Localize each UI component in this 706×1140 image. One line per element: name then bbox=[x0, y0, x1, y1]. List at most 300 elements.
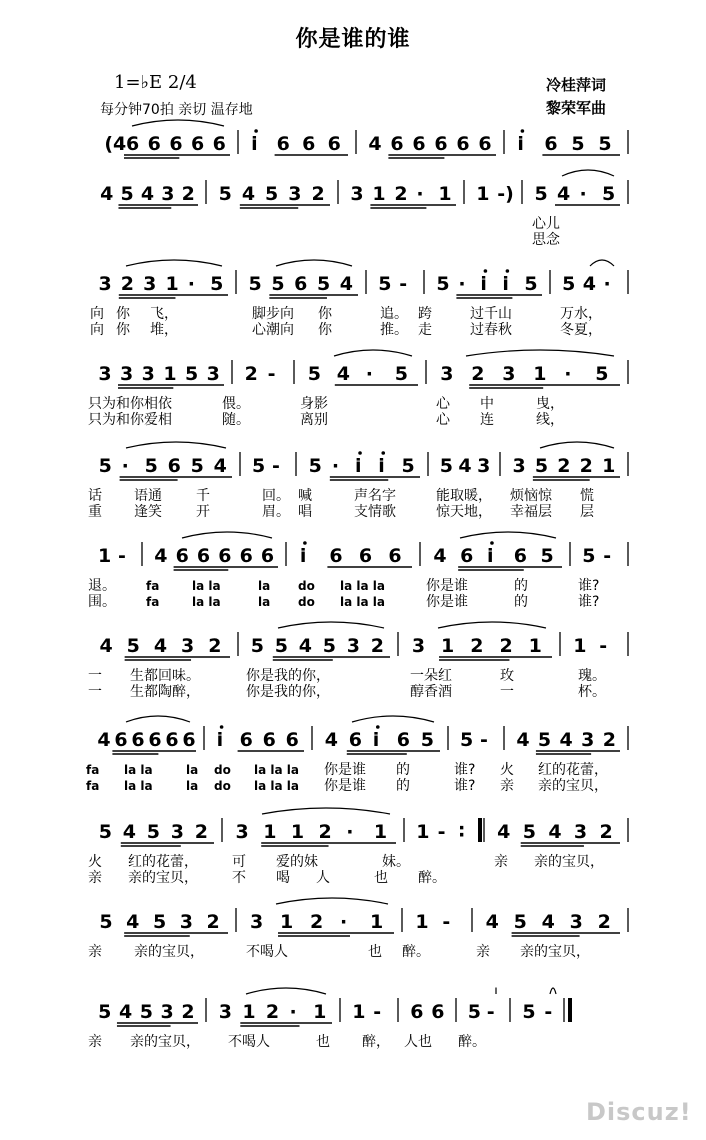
lyric-syllable: 火 bbox=[500, 762, 514, 778]
lyric-syllable: 眉。 bbox=[262, 504, 290, 520]
composer-credit: 黎荣军曲 bbox=[546, 99, 607, 117]
augmentation-dot: · bbox=[187, 273, 196, 295]
score-system bbox=[100, 170, 628, 248]
note: (4 bbox=[104, 133, 127, 155]
lyric-syllable: 你是谁 bbox=[324, 778, 366, 794]
note: 5 bbox=[98, 1001, 112, 1023]
note: 5 bbox=[98, 821, 113, 843]
note: 2 bbox=[265, 1001, 280, 1023]
slur bbox=[126, 716, 190, 722]
score-system bbox=[88, 988, 570, 1050]
score-system bbox=[88, 350, 628, 428]
slur bbox=[334, 350, 412, 356]
note: 4 bbox=[126, 911, 140, 933]
lyric-syllable: 也 bbox=[316, 1034, 330, 1050]
lyric-syllable: 冬夏， bbox=[560, 322, 602, 338]
lyric-syllable: 亲的宝贝， bbox=[128, 870, 198, 886]
note: 2 bbox=[194, 821, 209, 843]
lyric-syllable: 醉。 bbox=[402, 944, 430, 960]
lyric-syllable: 逢笑 bbox=[134, 504, 162, 520]
score-system bbox=[90, 260, 628, 338]
augmentation-dot: · bbox=[603, 273, 611, 295]
lyric-syllable: 醉， bbox=[362, 1034, 390, 1050]
octave-dot bbox=[220, 725, 224, 729]
note: i bbox=[355, 455, 362, 477]
lyric-syllable: 的 bbox=[514, 578, 528, 594]
note: 5 bbox=[524, 273, 538, 295]
note: 3 bbox=[98, 363, 112, 385]
lyric-syllable: 追。 bbox=[380, 306, 408, 322]
lyric-syllable: 慌 bbox=[580, 488, 594, 504]
slur bbox=[246, 988, 326, 994]
score-system bbox=[86, 716, 628, 794]
lyric-syllable: 开 bbox=[196, 504, 210, 520]
lyric-syllable: 一 bbox=[500, 684, 514, 700]
note: 3 bbox=[573, 821, 588, 843]
slur bbox=[262, 808, 390, 814]
note: 6 bbox=[147, 133, 161, 155]
octave-dot bbox=[303, 541, 307, 545]
lyric-syllable: 也 bbox=[368, 944, 382, 960]
note: 5 bbox=[513, 911, 527, 933]
lyric-syllable: 亲的宝贝， bbox=[534, 854, 604, 870]
note: 5 bbox=[467, 1001, 482, 1023]
note: 4 bbox=[582, 273, 597, 295]
note: 6 bbox=[239, 729, 253, 751]
note: 6 bbox=[456, 133, 470, 155]
note: 5 bbox=[210, 273, 224, 295]
octave-dot bbox=[376, 725, 380, 729]
lyric-syllable: la bbox=[258, 579, 271, 593]
note: 5 bbox=[248, 273, 262, 295]
note: 2 bbox=[318, 821, 332, 843]
note: 6 bbox=[478, 133, 492, 155]
lyric-syllable: do bbox=[298, 595, 315, 609]
dash-note: - bbox=[437, 821, 446, 843]
note: 1 bbox=[373, 821, 388, 843]
lyric-syllable: 可 bbox=[232, 854, 246, 870]
dash-note: - bbox=[399, 273, 408, 295]
note: 3 bbox=[206, 363, 220, 385]
note: 6 bbox=[182, 729, 196, 751]
note: 5 bbox=[420, 729, 435, 751]
note: 6 bbox=[358, 545, 373, 567]
lyric-syllable: 亲的宝贝， bbox=[520, 944, 590, 960]
note: 4 bbox=[241, 183, 256, 205]
note: 2 bbox=[310, 911, 324, 933]
note: 5 bbox=[540, 545, 554, 567]
score-system bbox=[88, 442, 628, 520]
note: 1 bbox=[476, 183, 490, 205]
lyric-syllable: 你是谁 bbox=[426, 594, 468, 610]
lyric-syllable: 生都陶醉， bbox=[130, 684, 200, 700]
lyric-syllable: 身影 bbox=[300, 396, 328, 412]
lyric-syllable: 支情歌 bbox=[354, 504, 396, 520]
lyric-syllable: 烦恼惊 bbox=[510, 488, 552, 504]
octave-dot bbox=[254, 129, 258, 133]
note: 5 bbox=[522, 1001, 536, 1023]
note: 6 bbox=[218, 545, 232, 567]
note: 5 bbox=[218, 183, 232, 205]
slur bbox=[466, 350, 614, 356]
lyric-syllable: 线， bbox=[536, 412, 564, 428]
note: 5 bbox=[322, 635, 337, 657]
note: 5 bbox=[307, 363, 322, 385]
lyric-syllable: 亲 bbox=[88, 944, 102, 960]
note: 5 bbox=[146, 821, 161, 843]
note: 5 bbox=[139, 1001, 153, 1023]
note: 2 bbox=[597, 911, 611, 933]
note: 6 bbox=[262, 729, 276, 751]
lyric-syllable: 醉。 bbox=[458, 1034, 486, 1050]
slur bbox=[352, 716, 434, 722]
lyric-syllable: 你是谁 bbox=[426, 578, 468, 594]
score-system bbox=[88, 532, 628, 610]
lyric-syllable: 千 bbox=[196, 488, 210, 504]
note: 2 bbox=[120, 273, 135, 295]
note: 4 bbox=[541, 911, 555, 933]
lyric-syllable: fa bbox=[86, 779, 100, 793]
note: 5 bbox=[378, 273, 392, 295]
lyric-syllable: 亲 bbox=[88, 870, 102, 886]
note: 2 bbox=[181, 1001, 195, 1023]
lyric-syllable: 推。 bbox=[380, 322, 408, 338]
lyric-syllable: 走 bbox=[418, 322, 432, 338]
note: 2 bbox=[579, 455, 593, 477]
note: 3 bbox=[288, 183, 302, 205]
score-system bbox=[88, 898, 628, 960]
lyric-syllable: la bbox=[186, 779, 199, 793]
slur bbox=[540, 442, 614, 448]
note: 4 bbox=[516, 729, 530, 751]
note: 2 bbox=[599, 821, 613, 843]
augmentation-dot: · bbox=[121, 455, 129, 477]
lyric-syllable: 随。 bbox=[222, 412, 250, 428]
note: 5 bbox=[308, 455, 322, 477]
note: 1 bbox=[263, 821, 277, 843]
octave-dot bbox=[490, 541, 494, 545]
lyric-syllable: 亲的宝贝， bbox=[538, 778, 608, 794]
note: 5 bbox=[190, 455, 204, 477]
lyric-syllable: 瑰。 bbox=[578, 668, 606, 684]
note: 2 bbox=[394, 183, 408, 205]
lyric-syllable: 能取暖， bbox=[436, 488, 492, 504]
lyric-syllable: 你 bbox=[116, 322, 130, 338]
lyric-syllable: 只为和你相依 bbox=[88, 396, 172, 412]
note: 3 bbox=[141, 363, 155, 385]
note: 6 bbox=[175, 545, 189, 567]
note: 6 bbox=[396, 729, 411, 751]
lyric-syllable: fa bbox=[86, 763, 100, 777]
note: 5 bbox=[598, 133, 612, 155]
augmentation-dot: · bbox=[564, 363, 572, 385]
note: 1 bbox=[438, 183, 452, 205]
lyric-syllable: 偎。 bbox=[222, 396, 250, 412]
slur bbox=[278, 622, 384, 628]
note: 5 bbox=[126, 635, 140, 657]
note: 5 bbox=[602, 183, 616, 205]
dash-note: - bbox=[118, 545, 126, 567]
note: 4 bbox=[298, 635, 313, 657]
lyric-syllable: 你 bbox=[318, 306, 332, 322]
lyric-syllable: 不喝人 bbox=[228, 1034, 270, 1050]
lyric-syllable: 爱的妹 bbox=[276, 854, 318, 870]
note: 4 bbox=[140, 183, 155, 205]
dash-note: - bbox=[599, 635, 608, 657]
note: 2 bbox=[206, 911, 220, 933]
note: 4 bbox=[97, 729, 111, 751]
note: 1 bbox=[242, 1001, 256, 1023]
note: -) bbox=[497, 183, 514, 205]
note: 5 bbox=[250, 635, 265, 657]
note: 6 bbox=[412, 133, 426, 155]
note: 5 bbox=[460, 729, 474, 751]
note: 6 bbox=[434, 133, 448, 155]
note: 1 bbox=[416, 821, 430, 843]
note: 3 bbox=[502, 363, 516, 385]
lyric-syllable: la la la bbox=[340, 579, 385, 593]
lyric-syllable: 离别 bbox=[300, 412, 328, 428]
lyric-syllable: 心儿 bbox=[532, 216, 560, 232]
note: 6 bbox=[294, 273, 308, 295]
augmentation-dot: · bbox=[331, 455, 340, 477]
note: 6 bbox=[302, 133, 316, 155]
slur bbox=[132, 120, 224, 126]
note: 2 bbox=[499, 635, 513, 657]
lyric-syllable: 火 bbox=[88, 854, 102, 870]
slur bbox=[438, 622, 546, 628]
note: 6 bbox=[410, 1001, 424, 1023]
note: i bbox=[216, 729, 224, 751]
augmentation-dot: · bbox=[416, 183, 424, 205]
octave-dot bbox=[521, 129, 525, 133]
note: 1 bbox=[528, 635, 542, 657]
lyric-syllable: 醇香酒 bbox=[410, 684, 452, 700]
lyric-syllable: 谁? bbox=[578, 594, 600, 610]
lyric-syllable: 曳， bbox=[536, 396, 564, 412]
note: i bbox=[502, 273, 509, 295]
note: 1 bbox=[163, 363, 177, 385]
lyric-syllable: 心潮向 bbox=[252, 322, 294, 338]
lyric-syllable: 一 bbox=[88, 668, 102, 684]
dash-note: - bbox=[544, 1001, 553, 1023]
note: 5 bbox=[522, 821, 536, 843]
note: 5 bbox=[534, 183, 548, 205]
note: 4 bbox=[213, 455, 227, 477]
slur bbox=[182, 532, 272, 538]
note: 6 bbox=[276, 133, 290, 155]
watermark-logo: Discuz! bbox=[586, 1098, 692, 1126]
lyric-syllable: 谁? bbox=[454, 762, 476, 778]
note: 2 bbox=[181, 183, 195, 205]
lyric-syllable: 你 bbox=[318, 322, 332, 338]
note: 6 bbox=[348, 729, 363, 751]
slur bbox=[126, 260, 222, 266]
note: 5 bbox=[394, 363, 409, 385]
lyric-syllable: 谁? bbox=[578, 578, 600, 594]
note: 4 bbox=[339, 273, 353, 295]
note: 3 bbox=[160, 1001, 174, 1023]
note: 4 bbox=[433, 545, 447, 567]
note: 3 bbox=[170, 821, 185, 843]
note: 6 bbox=[165, 729, 179, 751]
augmentation-dot: · bbox=[346, 821, 354, 843]
note: i bbox=[372, 729, 380, 751]
dash-note: - bbox=[373, 1001, 382, 1023]
note: 4 bbox=[458, 455, 472, 477]
note: 6 bbox=[148, 729, 162, 751]
lyric-syllable: 红的花蕾， bbox=[538, 762, 608, 778]
note: 6 bbox=[114, 729, 128, 751]
lyric-syllable: 层 bbox=[580, 504, 594, 520]
lyric-syllable: 回。 bbox=[262, 488, 290, 504]
lyric-syllable: 亲的宝贝， bbox=[134, 944, 204, 960]
lyric-syllable: 语通 bbox=[134, 488, 162, 504]
lyric-syllable: 红的花蕾， bbox=[128, 854, 198, 870]
note: 2 bbox=[370, 635, 385, 657]
note: 6 bbox=[544, 133, 558, 155]
note: 3 bbox=[250, 911, 264, 933]
slur bbox=[276, 260, 352, 266]
dash-note: - bbox=[272, 455, 280, 477]
octave-dot bbox=[358, 451, 362, 455]
octave-dot bbox=[484, 269, 488, 273]
note: 5 bbox=[98, 455, 112, 477]
lyric-syllable: 亲 bbox=[494, 854, 508, 870]
note: 4 bbox=[368, 133, 382, 155]
note: 4 bbox=[548, 821, 562, 843]
note: 1 bbox=[602, 455, 616, 477]
lyric-syllable: 也 bbox=[374, 870, 388, 886]
lyric-syllable: 玫 bbox=[500, 668, 514, 684]
note: 3 bbox=[440, 363, 454, 385]
slur bbox=[590, 260, 614, 266]
octave-dot bbox=[506, 269, 510, 273]
note: 6 bbox=[239, 545, 253, 567]
note: 2 bbox=[208, 635, 222, 657]
slur bbox=[126, 442, 226, 448]
lyric-syllable: 不喝人 bbox=[246, 944, 288, 960]
lyric-syllable: 退。 bbox=[88, 578, 116, 594]
note: 1 bbox=[533, 363, 547, 385]
lyric-syllable: 你是我的你， bbox=[246, 684, 330, 700]
lyric-syllable: 万水， bbox=[560, 306, 602, 322]
song-title: 你是谁的谁 bbox=[295, 27, 411, 52]
note: 3 bbox=[512, 455, 526, 477]
lyric-syllable: 向 bbox=[90, 306, 104, 322]
key-signature: 1=♭E 2/4 bbox=[114, 72, 197, 93]
lyric-syllable: 中 bbox=[480, 396, 494, 412]
note: 4 bbox=[99, 635, 113, 657]
note: i bbox=[486, 545, 494, 567]
note: 5 bbox=[436, 273, 450, 295]
lyric-syllable: 你 bbox=[116, 306, 130, 322]
note: 5 bbox=[595, 363, 609, 385]
note: 4 bbox=[100, 183, 114, 205]
score-system bbox=[88, 622, 628, 700]
note: 3 bbox=[120, 363, 134, 385]
lyric-syllable: 过春秋 bbox=[470, 322, 512, 338]
note: 5 bbox=[534, 455, 549, 477]
note: 3 bbox=[350, 183, 364, 205]
lyric-syllable: do bbox=[214, 779, 231, 793]
lyric-syllable: 不 bbox=[232, 870, 246, 886]
lyric-syllable: 生都回味。 bbox=[130, 668, 200, 684]
note: 4 bbox=[118, 1001, 133, 1023]
lyric-syllable: la la bbox=[124, 779, 153, 793]
score-system bbox=[88, 808, 628, 886]
lyric-syllable: 幸福层 bbox=[510, 504, 552, 520]
lyric-syllable: 亲 bbox=[476, 944, 490, 960]
lyric-syllable: 人也 bbox=[404, 1034, 432, 1050]
note: 6 bbox=[131, 729, 145, 751]
note: 6 bbox=[431, 1001, 445, 1023]
note: 4 bbox=[559, 729, 573, 751]
note: 1 bbox=[441, 635, 455, 657]
lyric-syllable: 唱 bbox=[298, 504, 312, 520]
lyric-syllable: 妹。 bbox=[382, 854, 410, 870]
note: 6 bbox=[390, 133, 404, 155]
note: 3 bbox=[581, 729, 595, 751]
augmentation-dot: · bbox=[365, 363, 374, 385]
note: 3 bbox=[346, 635, 361, 657]
lyric-syllable: 的 bbox=[396, 778, 410, 794]
lyric-syllable: 心 bbox=[436, 396, 450, 412]
lyric-syllable: 一 bbox=[88, 684, 102, 700]
note: 2 bbox=[470, 635, 484, 657]
lyric-syllable: 亲的宝贝， bbox=[130, 1034, 200, 1050]
dash-note: - bbox=[486, 1001, 495, 1023]
lyric-syllable: 心 bbox=[436, 412, 450, 428]
note: 6 bbox=[327, 133, 341, 155]
note: 4 bbox=[557, 183, 571, 205]
lyric-syllable: 堆， bbox=[150, 322, 178, 338]
dash-note: - bbox=[480, 729, 488, 751]
lyric-syllable: 只为和你爱相 bbox=[88, 412, 172, 428]
lyric-syllable: fa bbox=[146, 579, 160, 593]
note: 4 bbox=[336, 363, 351, 385]
note: 6 bbox=[388, 545, 402, 567]
note: 1 bbox=[372, 183, 386, 205]
note: 2 bbox=[602, 729, 616, 751]
lyric-syllable: fa bbox=[146, 595, 160, 609]
note: 6 bbox=[169, 133, 183, 155]
note: 1 bbox=[415, 911, 429, 933]
note: 5 bbox=[265, 183, 279, 205]
note: 3 bbox=[235, 821, 249, 843]
lyric-syllable: la bbox=[258, 595, 271, 609]
note: 3 bbox=[179, 911, 193, 933]
note: 5 bbox=[252, 455, 266, 477]
lyric-syllable: 思念 bbox=[532, 232, 560, 248]
lyric-syllable: 话 bbox=[88, 488, 102, 504]
lyric-syllable: 杯。 bbox=[578, 684, 606, 700]
lyric-syllable: 声名字 bbox=[354, 488, 396, 504]
note: 4 bbox=[153, 635, 168, 657]
note: 5 bbox=[439, 455, 453, 477]
slur bbox=[460, 532, 556, 538]
note: 3 bbox=[411, 635, 426, 657]
note: 5 bbox=[144, 455, 158, 477]
lyric-syllable: 的 bbox=[396, 762, 410, 778]
note: 2 bbox=[557, 455, 571, 477]
lyric-syllable: 亲 bbox=[500, 778, 514, 794]
lyric-syllable: 飞， bbox=[150, 306, 178, 322]
note: 6 bbox=[167, 455, 181, 477]
note: 5 bbox=[120, 183, 134, 205]
lyric-syllable: 惊天地， bbox=[436, 504, 492, 520]
note: i bbox=[517, 133, 524, 155]
